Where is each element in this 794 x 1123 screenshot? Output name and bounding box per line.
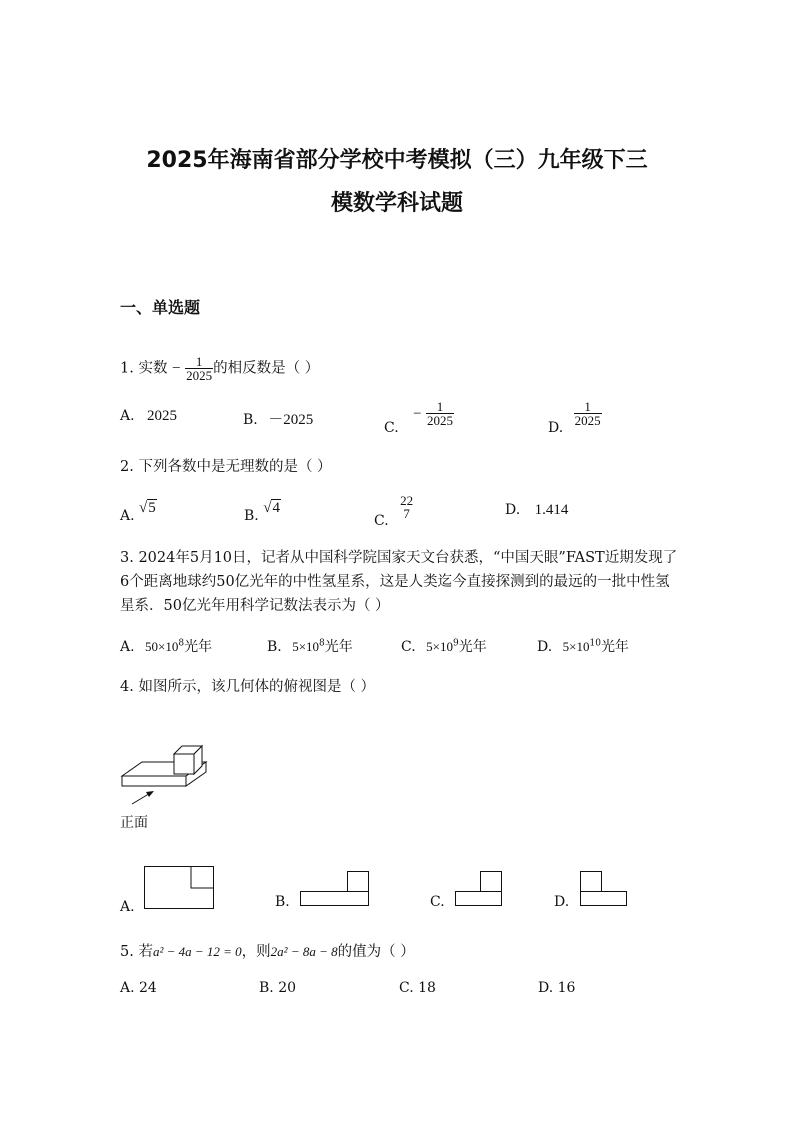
page-title-line1: 2025年海南省部分学校中考模拟（三）九年级下三 xyxy=(146,148,648,173)
q4-option-b-label[interactable]: B. xyxy=(275,894,290,910)
q1-fraction: $\frac{1}{2025}$ xyxy=(186,354,213,383)
q4-option-a-figure[interactable] xyxy=(144,866,214,910)
page-title-line2: 模数学科试题 xyxy=(330,191,463,216)
q2-option-b[interactable]: B. √4 xyxy=(244,500,280,524)
q4-option-c-figure[interactable] xyxy=(455,871,503,907)
q1-option-d[interactable]: D. $\frac{1}{2025}$ xyxy=(548,399,601,436)
q3-option-a[interactable]: A. $50\times 10^8$光年 xyxy=(120,638,213,655)
q1-suffix: 的相反数是（ ） xyxy=(213,360,320,377)
q5-option-b[interactable]: B. 20 xyxy=(259,980,297,996)
q1-option-a[interactable]: A. 2025 xyxy=(120,408,178,424)
q2-option-a[interactable]: A. √5 xyxy=(120,500,156,524)
q5-option-c[interactable]: C. 18 xyxy=(399,980,436,996)
front-label: 正面 xyxy=(120,815,148,831)
q4-option-a-label[interactable]: A. xyxy=(120,899,135,915)
q1-option-b[interactable]: B. －2025 xyxy=(243,412,314,428)
q4-option-b-figure[interactable] xyxy=(300,871,370,907)
question-4: 4. 如图所示，该几何体的俯视图是（ ） xyxy=(120,679,376,695)
solid-figure xyxy=(118,742,218,804)
q1-prefix: 1. 实数 xyxy=(120,360,168,377)
q5-option-a[interactable]: A. 24 xyxy=(120,980,157,996)
q3-option-d[interactable]: D. $5\times 10^{10}$光年 xyxy=(537,638,629,655)
q3-option-b[interactable]: B. $5\times 10^8$光年 xyxy=(267,638,353,655)
section-heading: 一、单选题 xyxy=(120,298,201,317)
question-1: 1. 实数 − $\frac{1}{2025}$ 的相反数是（ ） xyxy=(120,354,320,383)
q1-option-c[interactable]: C. − $\frac{1}{2025}$ xyxy=(384,399,454,436)
q4-option-d-label[interactable]: D. xyxy=(554,894,570,910)
q3-option-c[interactable]: C. $5\times 10^9$光年 xyxy=(401,638,487,655)
q5-expression: 2a² − 8a − 8 xyxy=(270,944,338,959)
question-5: 5. 若a² − 4a − 12 = 0，则2a² − 8a − 8的值为（ ） xyxy=(120,944,415,960)
q2-option-c[interactable]: C. 22 7 xyxy=(374,493,414,529)
q5-option-d[interactable]: D. 16 xyxy=(538,980,576,996)
question-2: 2. 下列各数中是无理数的是（ ） xyxy=(120,459,332,475)
q4-option-d-figure[interactable] xyxy=(580,871,628,907)
q4-option-c-label[interactable]: C. xyxy=(430,894,445,910)
q2-option-d[interactable]: D. 1.414 xyxy=(505,502,569,518)
question-3: 3. 2024年5月10日，记者从中国科学院国家天文台获悉，“中国天眼”FAST近期发现了6个距离地球约50亿光年的中性氢星系，这是人类迄今直接探测到的最远的一批中性氢星系．50亿光年用科学记数法表示为（ ） xyxy=(120,550,678,614)
q5-equation-1: a² − 4a − 12 = 0 xyxy=(152,944,242,959)
